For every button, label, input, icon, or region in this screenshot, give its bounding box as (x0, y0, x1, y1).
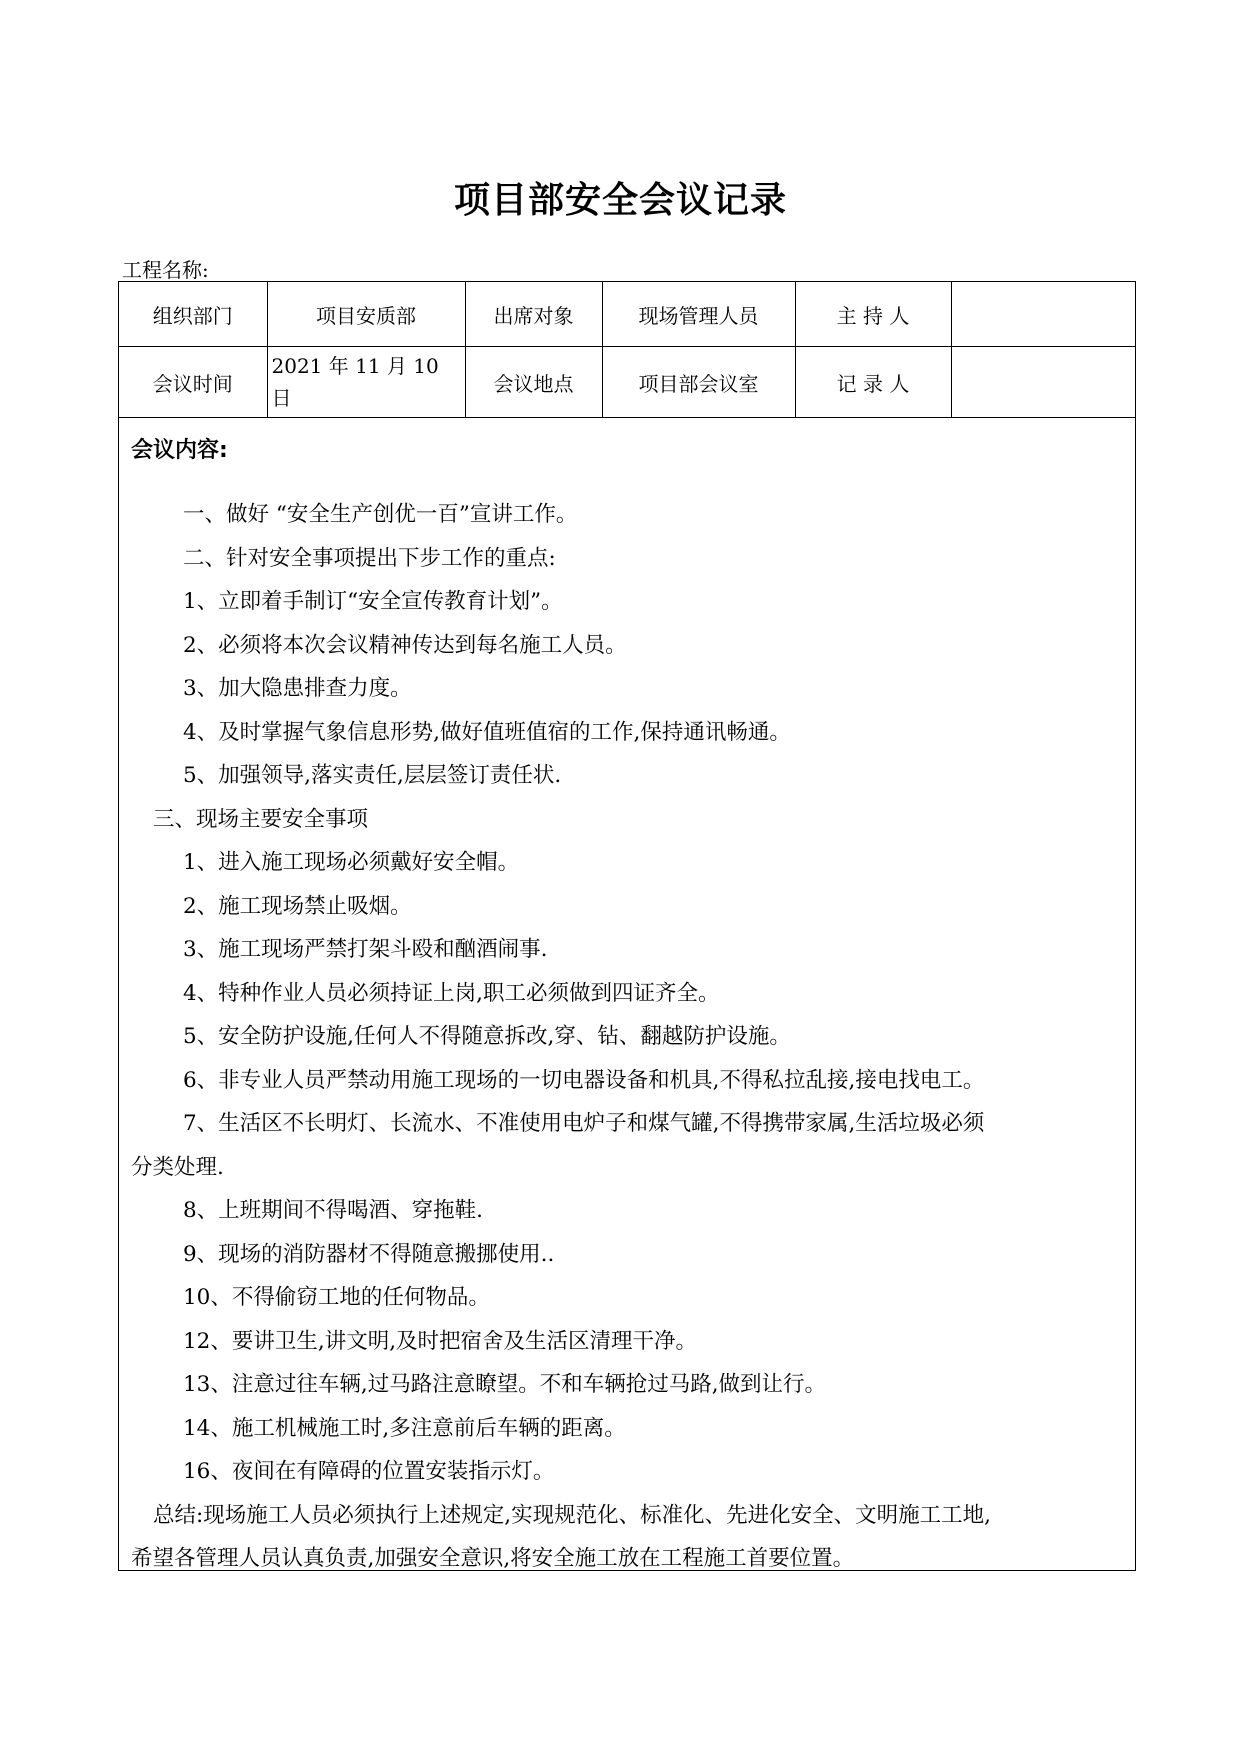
attendees-label: 出席对象 (465, 282, 602, 347)
content-line: 10、不得偷窃工地的任何物品。 (183, 1285, 490, 1310)
content-line: 1、进入施工现场必须戴好安全帽。 (183, 850, 520, 875)
content-line: 12、要讲卫生,讲文明,及时把宿舍及生活区清理干净。 (183, 1328, 698, 1354)
content-line: 2、必须将本次会议精神传达到每名施工人员。 (183, 632, 627, 658)
attendees-value: 现场管理人员 (602, 282, 795, 347)
content-line: 一、做好 “安全生产创优一百”宣讲工作。 (183, 502, 578, 527)
content-line: 16、夜间在有障碍的位置安装指示灯。 (183, 1459, 555, 1484)
meeting-info-table (119, 282, 1135, 418)
meeting-time-label: 会议时间 (119, 347, 267, 418)
organizer-label: 组织部门 (119, 282, 267, 347)
info-row-1 (119, 282, 1135, 347)
meeting-place-label: 会议地点 (465, 347, 602, 418)
content-line: 8、上班期间不得喝酒、穿拖鞋. (183, 1198, 484, 1223)
meeting-time-value (267, 347, 465, 418)
content-line: 2、施工现场禁止吸烟。 (183, 893, 412, 919)
content-heading: 会议内容: (131, 438, 228, 463)
host-value (951, 282, 1135, 347)
content-line: 9、现场的消防器材不得随意搬挪使用.. (183, 1241, 555, 1267)
recorder-label: 记 录 人 (795, 347, 951, 418)
content-line: 二、针对安全事项提出下步工作的重点: (183, 545, 556, 571)
content-line: 3、施工现场严禁打架斗殴和酗酒闹事. (183, 937, 548, 962)
meeting-place-value: 项目部会议室 (602, 347, 795, 418)
page-title: 项目部安全会议记录 (453, 180, 787, 221)
content-line: 7、生活区不长明灯、长流水、不准使用电炉子和煤气罐,不得携带家属,生活垃圾必须 (183, 1111, 985, 1136)
meeting-record-form (118, 281, 1136, 1571)
host-label: 主 持 人 (795, 282, 951, 347)
project-name-label: 工程名称: (122, 258, 209, 282)
content-line: 13、注意过往车辆,过马路注意瞭望。不和车辆抢过马路,做到让行。 (183, 1372, 827, 1397)
meeting-date-line-2: 日 (271, 386, 292, 410)
content-line: 4、及时掌握气象信息形势,做好值班值宿的工作,保持通讯畅通。 (183, 719, 791, 745)
content-line: 6、非专业人员严禁动用施工现场的一切电器设备和机具,不得私拉乱接,接电找电工。 (183, 1067, 985, 1093)
content-line: 希望各管理人员认真负责,加强安全意识,将安全施工放在工程施工首要位置。 (131, 1546, 855, 1571)
content-line: 三、现场主要安全事项 (153, 806, 369, 832)
content-line: 总结:现场施工人员必须执行上述规定,实现规范化、标准化、先进化安全、文明施工工地, (153, 1502, 991, 1528)
recorder-value (951, 347, 1135, 418)
content-line: 5、安全防护设施,任何人不得随意拆改,穿、钻、翻越防护设施。 (183, 1024, 791, 1049)
content-line: 分类处理. (131, 1154, 224, 1180)
meeting-date-line-1: 2021 年 11 月 10 (271, 354, 439, 378)
content-line: 1、立即着手制订“安全宣传教育计划”。 (183, 589, 563, 614)
content-line: 3、加大隐患排查力度。 (183, 676, 412, 701)
organizer-value: 项目安质部 (267, 282, 465, 347)
content-line: 14、施工机械施工时,多注意前后车辆的距离。 (183, 1415, 626, 1441)
info-row-2 (119, 347, 1135, 418)
content-lines (131, 493, 1126, 1581)
content-line: 5、加强领导,落实责任,层层签订责任状. (183, 763, 562, 788)
content-line: 4、特种作业人员必须持证上岗,职工必须做到四证齐全。 (183, 980, 720, 1006)
